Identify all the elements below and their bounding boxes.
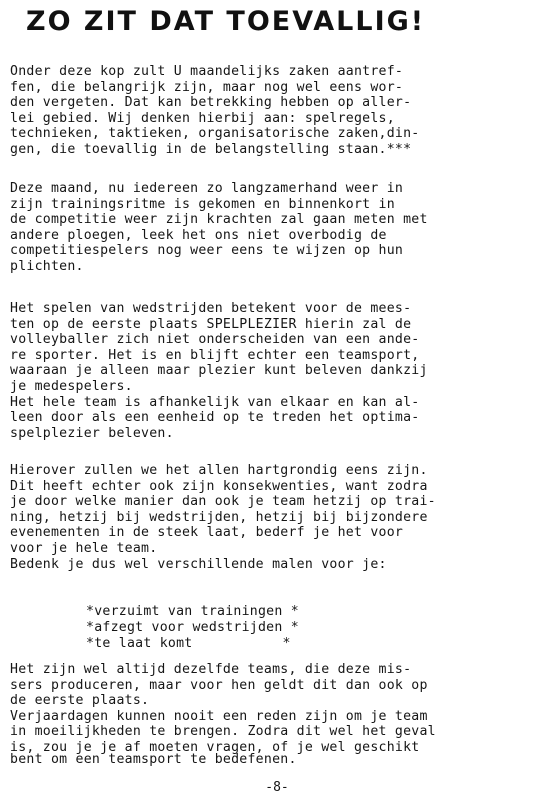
list-item: *verzuimt van trainingen * xyxy=(86,604,299,619)
text-line: Dit heeft echter ook zijn konsekwenties, want zodra xyxy=(10,478,428,494)
text-line: ning, hetzij bij wedstrijden, hetzij bij bijzondere xyxy=(10,509,428,525)
text-line: lei gebied. Wij denken hierbij aan: spelregels, xyxy=(10,110,395,126)
text-line: zijn trainingsritme is gekomen en binnenkort in xyxy=(10,196,395,212)
text-line: de eerste plaats. xyxy=(10,693,150,709)
text-line: bent om een teamsport te bedefenen. xyxy=(10,751,297,767)
page-title: ZO ZIT DAT TOEVALLIG! xyxy=(26,6,426,37)
absence-list xyxy=(86,604,299,651)
paragraph-this-month xyxy=(10,181,546,275)
text-line: je medespelers. xyxy=(10,378,133,394)
text-line: evenementen in de steek laat, bederf je het voor xyxy=(10,525,404,541)
text-line: Het zijn wel altijd dezelfde teams, die deze mis- xyxy=(10,662,412,677)
text-line: is, zou je je af moeten vragen, of je wel geschikt xyxy=(10,739,420,755)
paragraph-teams xyxy=(10,662,546,767)
text-line: den vergeten. Dat kan betrekking hebben op aller- xyxy=(10,95,412,111)
text-line: leen door als een eenheid op te treden het optima- xyxy=(10,410,420,426)
text-line: ten op de eerste plaats SPELPLEZIER hierin zal de xyxy=(10,316,412,332)
text-line: gen, die toevallig in de belangstelling staan.*** xyxy=(10,141,412,157)
text-line: Verjaardagen kunnen nooit een reden zijn om je team xyxy=(10,708,428,724)
text-line: Onder deze kop zult U maandelijks zaken aantref- xyxy=(10,64,404,79)
text-line: volleyballer zich niet onderscheiden van een ande- xyxy=(10,332,420,348)
text-line: spelplezier beleven. xyxy=(10,425,174,441)
text-line: Hierover zullen we het allen hartgrondig eens zijn. xyxy=(10,463,428,478)
text-line: je door welke manier dan ook je team hetzij op trai- xyxy=(10,494,436,510)
page-number: -8- xyxy=(265,780,289,795)
text-line: sers produceren, maar voor hen geldt dit dan ook op xyxy=(10,677,428,693)
text-line: andere ploegen, leek het ons niet overbodig de xyxy=(10,227,387,243)
text-line: technieken, taktieken, organisatorische zaken,din- xyxy=(10,126,420,142)
paragraph-intro xyxy=(10,64,546,158)
paragraph-playing-matches xyxy=(10,301,546,441)
text-line: competitiespelers nog weer eens te wijzen op hun xyxy=(10,243,404,259)
text-line: voor je hele team. xyxy=(10,540,158,556)
text-line: fen, die belangrijk zijn, maar nog wel eens wor- xyxy=(10,79,404,95)
text-line: re sporter. Het is en blijft echter een teamsport, xyxy=(10,347,420,363)
list-item: *te laat komt * xyxy=(86,635,291,651)
text-line: plichten. xyxy=(10,258,84,274)
paragraph-consequences xyxy=(10,463,546,572)
text-line: Deze maand, nu iedereen zo langzamerhand weer in xyxy=(10,181,404,196)
text-line: in moeilijkheden te brengen. Zodra dit wel het geval xyxy=(10,724,436,740)
list-item: *afzegt voor wedstrijden * xyxy=(86,619,299,635)
text-line: Bedenk je dus wel verschillende malen voor je: xyxy=(10,556,387,572)
text-line: waaraan je alleen maar plezier kunt beleven dankzij xyxy=(10,363,428,379)
text-line: de competitie weer zijn krachten zal gaan meten met xyxy=(10,212,428,228)
text-line: Het hele team is afhankelijk van elkaar en kan al- xyxy=(10,394,420,410)
text-line: Het spelen van wedstrijden betekent voor de mees- xyxy=(10,301,412,316)
